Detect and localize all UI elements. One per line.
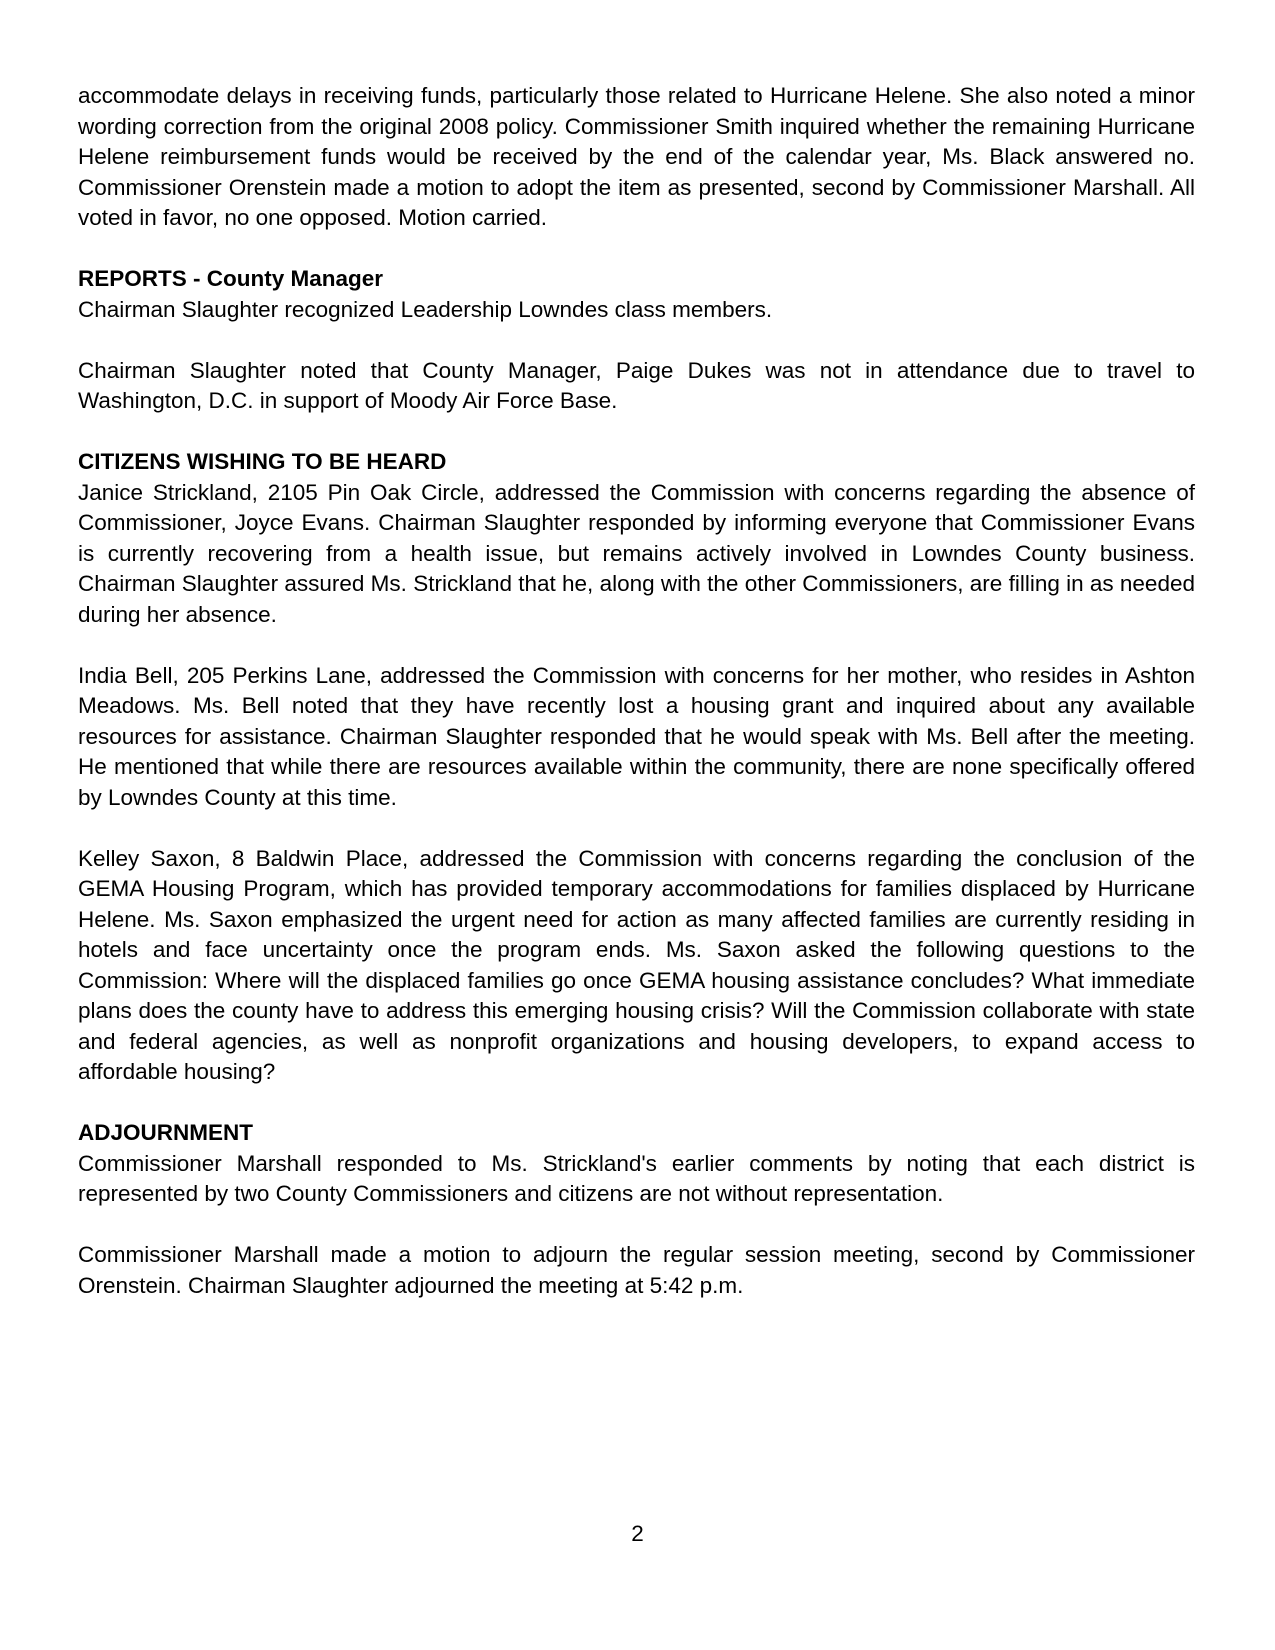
paragraph: India Bell, 205 Perkins Lane, addressed the Commission with concerns for her mother, who resides in Ashton Meadows. Ms. Bell noted that they have recently lost a housing grant and inquired about any available resources for assistance. Chairman Slaughter responded that he would speak with Ms. Bell after the meeting. He mentioned that while there are resources available within the community, there are none specifically offered by Lowndes County at this time. — [78, 662, 1195, 810]
document-body — [78, 81, 1195, 1301]
section-heading: CITIZENS WISHING TO BE HEARD — [78, 449, 447, 474]
paragraph: Janice Strickland, 2105 Pin Oak Circle, addressed the Commission with concerns regarding the absence of Commissioner, Joyce Evans. Chairman Slaughter responded by informing everyone that Commissioner Evans is currently recovering from a health issue, but remains actively involved in Lowndes County business. Chairman Slaughter assured Ms. Strickland that he, along with the other Commissioners, are filling in as needed during her absence. — [78, 479, 1195, 627]
paragraph: Chairman Slaughter recognized Leadership Lowndes class members. — [78, 296, 773, 322]
paragraph: accommodate delays in receiving funds, particularly those related to Hurricane Helene. She also noted a minor wording correction from the original 2008 policy. Commissioner Smith inquired whether the remaining Hurricane Helene reimbursement funds would be received by the end of the calendar year, Ms. Black answered no. Commissioner Orenstein made a motion to adopt the item as presented, second by Commissioner Marshall. All voted in favor, no one opposed. Motion carried. — [78, 83, 1195, 230]
section-heading: ADJOURNMENT — [78, 1120, 254, 1145]
paragraph: Chairman Slaughter noted that County Manager, Paige Dukes was not in attendance due to travel to Washington, D.C. in support of Moody Air Force Base. — [78, 357, 1195, 413]
section-heading: REPORTS - County Manager — [78, 266, 384, 291]
paragraph: Commissioner Marshall responded to Ms. Strickland's earlier comments by noting that each district is represented by two County Commissioners and citizens are not without representation. — [78, 1150, 1195, 1206]
page-number: 2 — [631, 1521, 644, 1546]
paragraph: Kelley Saxon, 8 Baldwin Place, addressed the Commission with concerns regarding the conclusion of the GEMA Housing Program, which has provided temporary accommodations for families displaced by Hurricane Helene. Ms. Saxon emphasized the urgent need for action as many affected families are currently residing in hotels and face uncertainty once the program ends. Ms. Saxon asked the following questions to the Commission: Where will the displaced families go once GEMA housing assistance concludes? What immediate plans does the county have to address this emerging housing crisis? Will the Commission collaborate with state and federal agencies, as well as nonprofit organizations and housing developers, to expand access to affordable housing? — [78, 845, 1195, 1084]
paragraph: Commissioner Marshall made a motion to adjourn the regular session meeting, second by Commissioner Orenstein. Chairman Slaughter adjourned the meeting at 5:42 p.m. — [78, 1242, 1195, 1298]
